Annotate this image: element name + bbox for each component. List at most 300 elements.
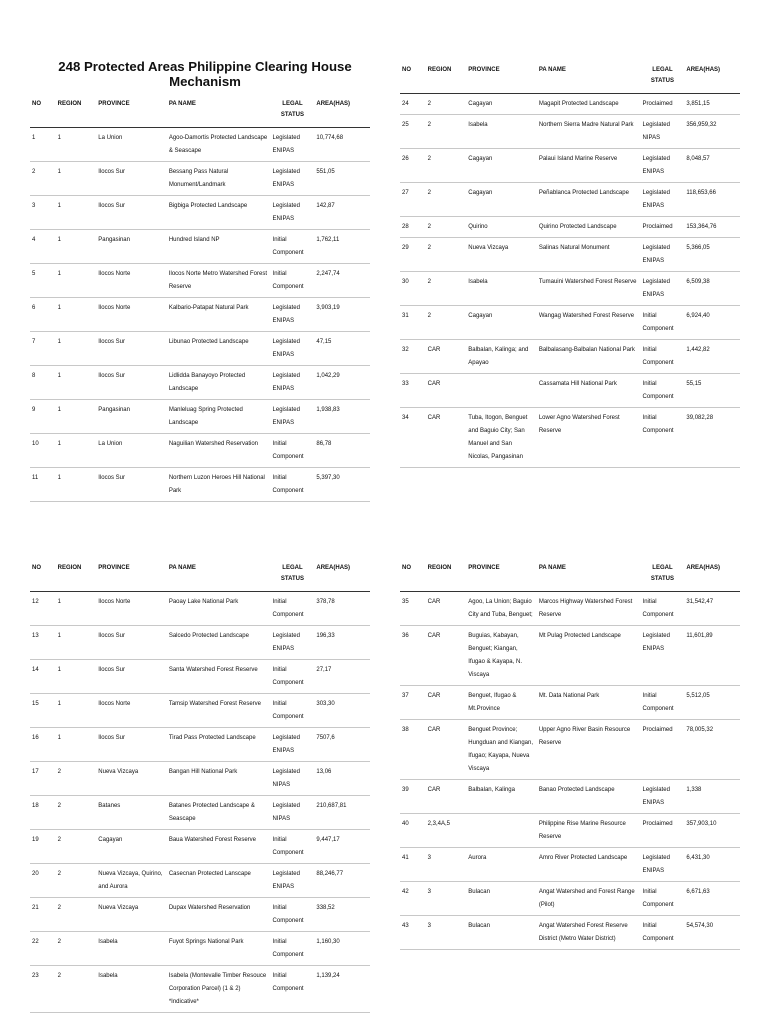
col-province: Nueva Vizcaya, Quirino, and Aurora: [96, 864, 167, 898]
col-legal-status: Initial Component: [271, 694, 315, 728]
col-pa-name: Baua Watershed Forest Reserve: [167, 830, 271, 864]
col-pa-name: Bigbiga Protected Landscape: [167, 196, 271, 230]
col-legal-status: Initial Component: [641, 882, 685, 916]
col-no: 13: [30, 626, 56, 660]
table-row: [400, 780, 740, 814]
col-area: 86,78: [314, 434, 370, 468]
col-area: 5,397,30: [314, 468, 370, 502]
table-row: [400, 592, 740, 626]
col-legal-status: Legislated ENIPAS: [271, 196, 315, 230]
header-region: REGION: [426, 58, 467, 94]
header-area: AREA(HAS): [314, 556, 370, 592]
col-pa-name: Salcedo Protected Landscape: [167, 626, 271, 660]
header-no: NO: [30, 556, 56, 592]
header-pa-name: PA NAME: [167, 92, 271, 128]
table-header-row: [400, 58, 740, 94]
col-no: 32: [400, 340, 426, 374]
col-province: La Union: [96, 128, 167, 162]
col-area: 6,431,30: [684, 848, 740, 882]
col-region: CAR: [426, 340, 467, 374]
col-region: 1: [56, 162, 97, 196]
col-legal-status: Initial Component: [271, 898, 315, 932]
col-pa-name: Mt. Data National Park: [537, 686, 641, 720]
header-legal-status: LEGAL STATUS: [271, 92, 315, 128]
col-region: 1: [56, 434, 97, 468]
table-row: [400, 686, 740, 720]
header-no: NO: [400, 58, 426, 94]
table-row: [30, 468, 370, 502]
col-province: Ilocos Sur: [96, 728, 167, 762]
col-region: CAR: [426, 626, 467, 686]
col-legal-status: Initial Component: [271, 434, 315, 468]
table-row: [30, 762, 370, 796]
col-pa-name: Philippine Rise Marine Resource Reserve: [537, 814, 641, 848]
col-region: CAR: [426, 592, 467, 626]
col-no: 33: [400, 374, 426, 408]
col-province: Cagayan: [466, 306, 537, 340]
header-province: PROVINCE: [96, 556, 167, 592]
col-region: 1: [56, 694, 97, 728]
col-region: 1: [56, 298, 97, 332]
col-area: 338,52: [314, 898, 370, 932]
table-row: [400, 408, 740, 468]
col-pa-name: Fuyot Springs National Park: [167, 932, 271, 966]
col-region: 2: [426, 149, 467, 183]
col-no: 23: [30, 966, 56, 1013]
col-pa-name: Palaui Island Marine Reserve: [537, 149, 641, 183]
col-legal-status: Legislated ENIPAS: [271, 128, 315, 162]
header-no: NO: [400, 556, 426, 592]
col-area: 142,87: [314, 196, 370, 230]
col-legal-status: Initial Component: [271, 592, 315, 626]
col-region: 1: [56, 196, 97, 230]
col-province: [466, 374, 537, 408]
col-region: 2: [56, 864, 97, 898]
col-no: 3: [30, 196, 56, 230]
col-no: 34: [400, 408, 426, 468]
col-province: Ilocos Sur: [96, 332, 167, 366]
col-pa-name: Tirad Pass Protected Landscape: [167, 728, 271, 762]
protected-areas-table-2: [400, 58, 740, 468]
header-region: REGION: [426, 556, 467, 592]
col-province: Nueva Vizcaya: [466, 238, 537, 272]
col-pa-name: Lidlidda Banayoyo Protected Landscape: [167, 366, 271, 400]
col-area: 1,938,83: [314, 400, 370, 434]
table-header-row: [30, 556, 370, 592]
col-legal-status: Legislated ENIPAS: [641, 183, 685, 217]
header-region: REGION: [56, 92, 97, 128]
col-pa-name: Mt Pulag Protected Landscape: [537, 626, 641, 686]
col-no: 11: [30, 468, 56, 502]
col-region: 2,3,4A,5: [426, 814, 467, 848]
col-region: 1: [56, 728, 97, 762]
col-region: 2: [426, 183, 467, 217]
col-province: Agoo, La Union; Baguio City and Tuba, Benguet;: [466, 592, 537, 626]
col-legal-status: Initial Component: [641, 592, 685, 626]
col-legal-status: Legislated ENIPAS: [271, 400, 315, 434]
col-pa-name: Isabela (Montevalle Timber Resouce Corporation Parcel) (1 & 2) *Indicative*: [167, 966, 271, 1013]
col-province: Balbalan, Kalinga: [466, 780, 537, 814]
col-pa-name: Agoo-Damortis Protected Landscape & Seascape: [167, 128, 271, 162]
col-legal-status: Initial Component: [271, 264, 315, 298]
col-area: 9,447,17: [314, 830, 370, 864]
table-row: [30, 898, 370, 932]
col-area: 1,160,30: [314, 932, 370, 966]
col-region: 2: [426, 94, 467, 115]
col-pa-name: Casecnan Protected Lanscape: [167, 864, 271, 898]
col-no: 21: [30, 898, 56, 932]
col-no: 26: [400, 149, 426, 183]
col-pa-name: Angat Watershed and Forest Range (Pilot): [537, 882, 641, 916]
col-area: 357,903,10: [684, 814, 740, 848]
col-province: Pangasinan: [96, 400, 167, 434]
col-province: Batanes: [96, 796, 167, 830]
col-pa-name: Ilocos Norte Metro Watershed Forest Reserve: [167, 264, 271, 298]
col-pa-name: Balbalasang-Balbalan National Park: [537, 340, 641, 374]
col-province: Aurora: [466, 848, 537, 882]
col-region: 1: [56, 400, 97, 434]
col-no: 5: [30, 264, 56, 298]
col-area: 153,364,76: [684, 217, 740, 238]
col-pa-name: Quirino Protected Landscape: [537, 217, 641, 238]
col-area: 88,246,77: [314, 864, 370, 898]
col-no: 17: [30, 762, 56, 796]
col-no: 16: [30, 728, 56, 762]
col-province: Cagayan: [96, 830, 167, 864]
col-province: [466, 814, 537, 848]
col-pa-name: Lower Agno Watershed Forest Reserve: [537, 408, 641, 468]
col-region: CAR: [426, 780, 467, 814]
col-region: CAR: [426, 374, 467, 408]
col-pa-name: Tumauini Watershed Forest Reserve: [537, 272, 641, 306]
col-legal-status: Legislated ENIPAS: [271, 728, 315, 762]
table-row: [400, 238, 740, 272]
protected-areas-table-1: [30, 92, 370, 502]
col-area: 3,903,19: [314, 298, 370, 332]
col-pa-name: Peñablanca Protected Landscape: [537, 183, 641, 217]
col-area: 6,671,63: [684, 882, 740, 916]
col-pa-name: Naguilian Watershed Reservation: [167, 434, 271, 468]
table-row: [400, 272, 740, 306]
col-region: CAR: [426, 408, 467, 468]
col-province: Cagayan: [466, 94, 537, 115]
col-region: 1: [56, 332, 97, 366]
col-area: 3,851,15: [684, 94, 740, 115]
col-province: Isabela: [96, 932, 167, 966]
table-row: [30, 264, 370, 298]
table-row: [400, 882, 740, 916]
col-no: 42: [400, 882, 426, 916]
col-province: Isabela: [466, 272, 537, 306]
table-row: [400, 916, 740, 950]
col-province: Nueva Vizcaya: [96, 762, 167, 796]
col-no: 40: [400, 814, 426, 848]
col-region: 2: [56, 932, 97, 966]
header-province: PROVINCE: [466, 556, 537, 592]
col-area: 27,17: [314, 660, 370, 694]
col-region: CAR: [426, 720, 467, 780]
header-area: AREA(HAS): [684, 58, 740, 94]
col-legal-status: Legislated ENIPAS: [271, 162, 315, 196]
table-row: [400, 720, 740, 780]
header-legal-status: LEGAL STATUS: [641, 58, 685, 94]
col-legal-status: Initial Component: [271, 932, 315, 966]
col-region: 1: [56, 230, 97, 264]
col-region: 3: [426, 848, 467, 882]
col-legal-status: Legislated ENIPAS: [641, 626, 685, 686]
col-area: 54,574,30: [684, 916, 740, 950]
header-pa-name: PA NAME: [537, 556, 641, 592]
table-row: [400, 306, 740, 340]
col-region: 1: [56, 592, 97, 626]
col-legal-status: Legislated NIPAS: [641, 115, 685, 149]
col-region: 2: [56, 762, 97, 796]
document-title: 248 Protected Areas Philippine Clearing House Mechanism: [58, 59, 352, 89]
col-region: 1: [56, 626, 97, 660]
col-pa-name: Bessang Pass Natural Monument/Landmark: [167, 162, 271, 196]
table-row: [30, 830, 370, 864]
col-legal-status: Legislated ENIPAS: [271, 366, 315, 400]
table-row: [30, 434, 370, 468]
protected-areas-table-4: [400, 556, 740, 950]
col-legal-status: Proclaimed: [641, 217, 685, 238]
col-area: 118,653,66: [684, 183, 740, 217]
col-no: 15: [30, 694, 56, 728]
col-province: Ilocos Sur: [96, 626, 167, 660]
col-area: 1,762,11: [314, 230, 370, 264]
col-legal-status: Initial Component: [641, 686, 685, 720]
header-region: REGION: [56, 556, 97, 592]
col-no: 28: [400, 217, 426, 238]
col-legal-status: Initial Component: [271, 966, 315, 1013]
col-region: 1: [56, 366, 97, 400]
col-province: Pangasinan: [96, 230, 167, 264]
protected-areas-table-3: [30, 556, 370, 1013]
col-no: 9: [30, 400, 56, 434]
col-area: 78,005,32: [684, 720, 740, 780]
table-row: [30, 162, 370, 196]
header-no: NO: [30, 92, 56, 128]
col-area: 1,442,82: [684, 340, 740, 374]
header-province: PROVINCE: [466, 58, 537, 94]
col-region: 2: [56, 898, 97, 932]
table-row: [30, 298, 370, 332]
col-area: 55,15: [684, 374, 740, 408]
table-row: [30, 332, 370, 366]
table-row: [30, 626, 370, 660]
col-no: 6: [30, 298, 56, 332]
col-region: 3: [426, 916, 467, 950]
col-pa-name: Manleluag Spring Protected Landscape: [167, 400, 271, 434]
col-region: 1: [56, 128, 97, 162]
table-row: [30, 400, 370, 434]
col-pa-name: Cassamata Hill National Park: [537, 374, 641, 408]
col-area: 13,06: [314, 762, 370, 796]
col-legal-status: Legislated ENIPAS: [641, 149, 685, 183]
header-province: PROVINCE: [96, 92, 167, 128]
col-no: 4: [30, 230, 56, 264]
col-legal-status: Legislated ENIPAS: [271, 626, 315, 660]
col-no: 36: [400, 626, 426, 686]
table-row: [400, 115, 740, 149]
col-legal-status: Legislated ENIPAS: [271, 298, 315, 332]
header-legal-status: LEGAL STATUS: [271, 556, 315, 592]
table-row: [400, 848, 740, 882]
col-pa-name: Marcos Highway Watershed Forest Reserve: [537, 592, 641, 626]
col-legal-status: Proclaimed: [641, 94, 685, 115]
col-legal-status: Initial Component: [271, 830, 315, 864]
table-row: [30, 230, 370, 264]
col-legal-status: Initial Component: [271, 230, 315, 264]
col-pa-name: Libunao Protected Landscape: [167, 332, 271, 366]
col-no: 43: [400, 916, 426, 950]
col-region: 1: [56, 264, 97, 298]
col-legal-status: Initial Component: [641, 916, 685, 950]
col-region: 2: [56, 966, 97, 1013]
table-row: [400, 217, 740, 238]
col-province: Cagayan: [466, 183, 537, 217]
col-province: Nueva Vizcaya: [96, 898, 167, 932]
table-row: [30, 592, 370, 626]
col-no: 8: [30, 366, 56, 400]
col-province: Ilocos Norte: [96, 298, 167, 332]
col-no: 38: [400, 720, 426, 780]
table-row: [400, 340, 740, 374]
col-area: 31,542,47: [684, 592, 740, 626]
page-panel-1: [30, 58, 370, 502]
col-legal-status: Legislated ENIPAS: [641, 780, 685, 814]
col-legal-status: Initial Component: [641, 374, 685, 408]
col-province: Ilocos Sur: [96, 366, 167, 400]
col-province: La Union: [96, 434, 167, 468]
col-no: 37: [400, 686, 426, 720]
col-pa-name: Dupax Watershed Reservation: [167, 898, 271, 932]
header-pa-name: PA NAME: [167, 556, 271, 592]
col-no: 2: [30, 162, 56, 196]
col-no: 25: [400, 115, 426, 149]
col-legal-status: Legislated ENIPAS: [641, 272, 685, 306]
col-province: Bulacan: [466, 882, 537, 916]
col-pa-name: Bangan Hill National Park: [167, 762, 271, 796]
col-no: 20: [30, 864, 56, 898]
col-area: 6,924,40: [684, 306, 740, 340]
table-row: [30, 196, 370, 230]
col-region: 1: [56, 468, 97, 502]
col-legal-status: Initial Component: [641, 408, 685, 468]
col-province: Ilocos Norte: [96, 592, 167, 626]
col-province: Bulacan: [466, 916, 537, 950]
col-pa-name: Paoay Lake National Park: [167, 592, 271, 626]
col-region: 2: [426, 217, 467, 238]
col-legal-status: Legislated ENIPAS: [271, 864, 315, 898]
header-area: AREA(HAS): [684, 556, 740, 592]
col-province: Cagayan: [466, 149, 537, 183]
col-area: 1,338: [684, 780, 740, 814]
col-area: 11,601,89: [684, 626, 740, 686]
col-pa-name: Santa Watershed Forest Reserve: [167, 660, 271, 694]
col-province: Tuba, Itogon, Benguet and Baguio City; San Manuel and San Nicolas, Pangasinan: [466, 408, 537, 468]
col-area: 6,509,38: [684, 272, 740, 306]
col-no: 30: [400, 272, 426, 306]
col-no: 41: [400, 848, 426, 882]
table-row: [30, 728, 370, 762]
col-area: 7507,6: [314, 728, 370, 762]
col-pa-name: Kalbario-Patapat Natural Park: [167, 298, 271, 332]
col-province: Ilocos Sur: [96, 162, 167, 196]
col-area: 10,774,68: [314, 128, 370, 162]
col-no: 29: [400, 238, 426, 272]
col-region: 2: [56, 830, 97, 864]
col-legal-status: Legislated NIPAS: [271, 796, 315, 830]
table-row: [30, 932, 370, 966]
col-region: 2: [426, 238, 467, 272]
col-pa-name: Batanes Protected Landscape & Seascape: [167, 796, 271, 830]
col-province: Ilocos Sur: [96, 196, 167, 230]
col-pa-name: Amro River Protected Landscape: [537, 848, 641, 882]
col-province: Ilocos Norte: [96, 694, 167, 728]
header-pa-name: PA NAME: [537, 58, 641, 94]
col-pa-name: Northern Luzon Heroes Hill National Park: [167, 468, 271, 502]
col-legal-status: Initial Component: [641, 340, 685, 374]
col-area: 1,042,29: [314, 366, 370, 400]
col-province: Ilocos Sur: [96, 468, 167, 502]
col-province: Ilocos Norte: [96, 264, 167, 298]
col-region: 2: [426, 272, 467, 306]
col-no: 10: [30, 434, 56, 468]
col-legal-status: Legislated NIPAS: [271, 762, 315, 796]
col-pa-name: Northern Sierra Madre Natural Park: [537, 115, 641, 149]
col-no: 22: [30, 932, 56, 966]
col-pa-name: Hundred Island NP: [167, 230, 271, 264]
col-area: 47,15: [314, 332, 370, 366]
table-row: [400, 626, 740, 686]
table-row: [400, 183, 740, 217]
col-no: 19: [30, 830, 56, 864]
col-region: CAR: [426, 686, 467, 720]
col-area: 5,512,05: [684, 686, 740, 720]
col-no: 24: [400, 94, 426, 115]
col-region: 2: [56, 796, 97, 830]
col-province: Benguet, Ifugao & Mt.Province: [466, 686, 537, 720]
table-row: [400, 149, 740, 183]
col-no: 14: [30, 660, 56, 694]
table-row: [30, 796, 370, 830]
col-region: 3: [426, 882, 467, 916]
table-row: [30, 694, 370, 728]
col-legal-status: Initial Component: [271, 660, 315, 694]
header-legal-status: LEGAL STATUS: [641, 556, 685, 592]
col-area: 356,959,32: [684, 115, 740, 149]
col-pa-name: Magapit Protected Landscape: [537, 94, 641, 115]
col-area: 551,05: [314, 162, 370, 196]
table-row: [400, 814, 740, 848]
col-legal-status: Initial Component: [641, 306, 685, 340]
col-province: Balbalan, Kalinga; and Apayao: [466, 340, 537, 374]
col-area: 1,139,24: [314, 966, 370, 1013]
col-no: 27: [400, 183, 426, 217]
col-province: Quirino: [466, 217, 537, 238]
col-region: 2: [426, 306, 467, 340]
col-legal-status: Legislated ENIPAS: [641, 238, 685, 272]
table-header-row: [30, 92, 370, 128]
col-province: Isabela: [466, 115, 537, 149]
col-area: 196,33: [314, 626, 370, 660]
col-province: Buguias, Kabayan, Benguet; Kiangan, Ifugao & Kayapa, N. Viscaya: [466, 626, 537, 686]
col-legal-status: Proclaimed: [641, 720, 685, 780]
col-no: 1: [30, 128, 56, 162]
col-pa-name: Banao Protected Landscape: [537, 780, 641, 814]
col-province: Benguet Province; Hungduan and Kiangan, Ifugao; Kayapa, Nueva Viscaya: [466, 720, 537, 780]
